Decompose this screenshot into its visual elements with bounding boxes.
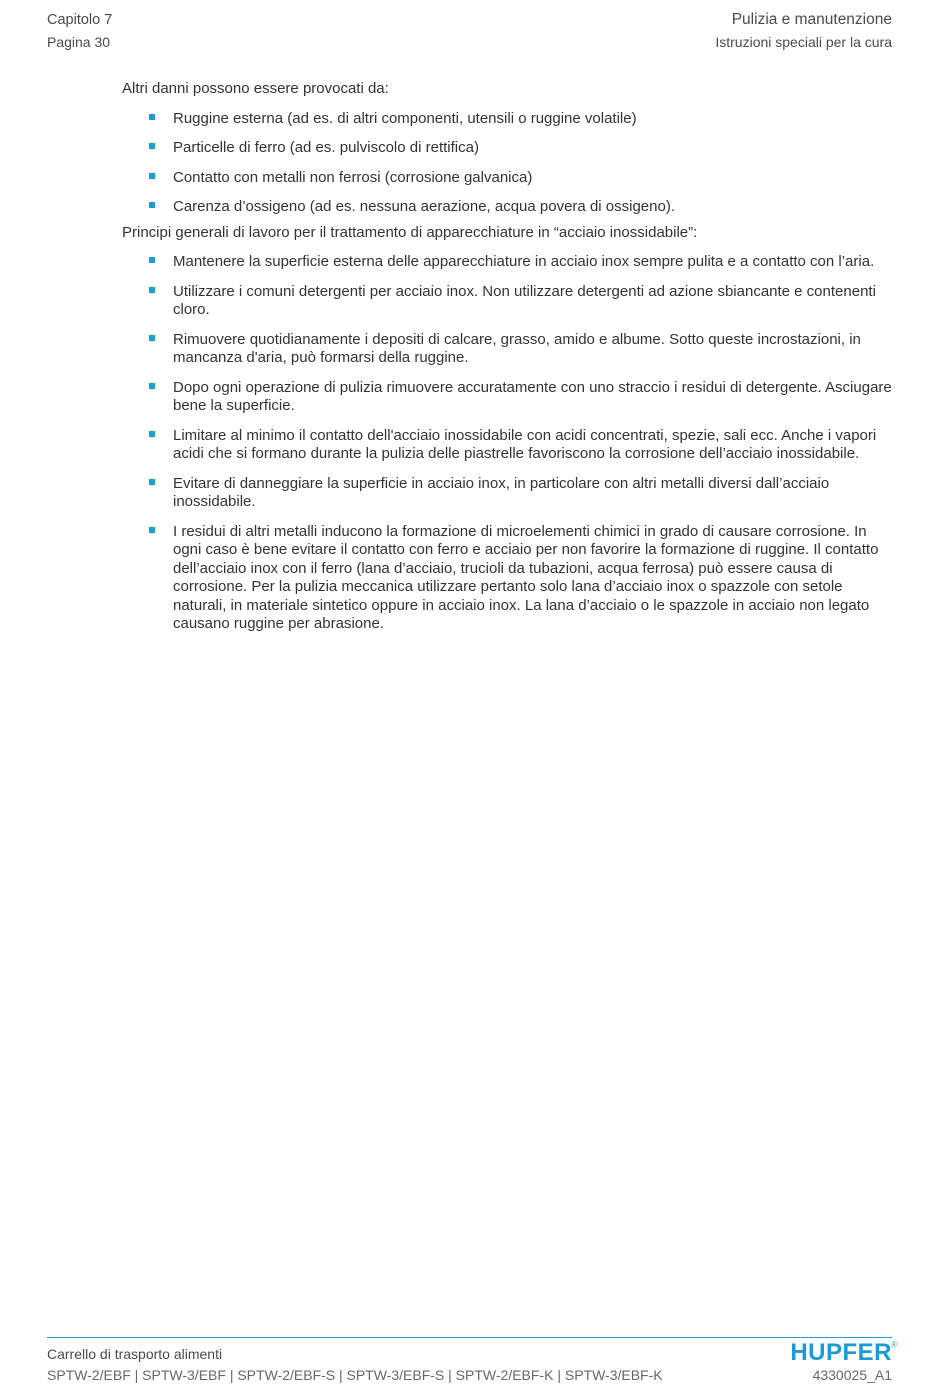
page-footer-left bbox=[47, 1345, 663, 1384]
main-content bbox=[122, 80, 894, 645]
square-bullet-icon bbox=[149, 431, 155, 437]
hupfer-logo: HUPFER bbox=[790, 1339, 892, 1366]
list-item: Utilizzare i comuni detergenti per acciaio inox. Non utilizzare detergenti ad azione sbiancante e contenenti cloro. bbox=[122, 283, 894, 320]
section-title: Pulizia e manutenzione bbox=[731, 11, 892, 28]
intro-paragraph-damages: Altri danni possono essere provocati da: bbox=[122, 80, 389, 97]
list-item: Evitare di danneggiare la superficie in acciaio inox, in particolare con altri metalli diversi dall’acciaio inossidabile. bbox=[122, 475, 894, 512]
square-bullet-icon bbox=[149, 257, 155, 263]
square-bullet-icon bbox=[149, 479, 155, 485]
chapter-label: Capitolo 7 bbox=[47, 12, 113, 28]
list-item: Ruggine esterna (ad es. di altri componenti, utensili o ruggine volatile) bbox=[122, 110, 894, 129]
registered-mark: ® bbox=[891, 1340, 897, 1349]
list-item: Contatto con metalli non ferrosi (corrosione galvanica) bbox=[122, 169, 894, 188]
square-bullet-icon bbox=[149, 527, 155, 533]
principles-list bbox=[122, 253, 894, 634]
square-bullet-icon bbox=[149, 202, 155, 208]
list-item: Particelle di ferro (ad es. pulviscolo di rettifica) bbox=[122, 139, 894, 158]
square-bullet-icon bbox=[149, 335, 155, 341]
page-number: Pagina 30 bbox=[47, 34, 111, 50]
intro-paragraph-principles: Principi generali di lavoro per il trattamento di apparecchiature in “acciaio inossidabile”: bbox=[122, 223, 698, 241]
damage-causes-list bbox=[122, 110, 894, 217]
square-bullet-icon bbox=[149, 383, 155, 389]
list-item: Carenza d’ossigeno (ad es. nessuna aerazione, acqua povera di ossigeno). bbox=[122, 198, 894, 217]
model-list: SPTW-2/EBF | SPTW-3/EBF | SPTW-2/EBF-S | SPTW-3/EBF-S | SPTW-2/EBF-K | SPTW-3/EBF-K bbox=[47, 1367, 663, 1383]
footer-divider bbox=[47, 1337, 892, 1338]
list-item: I residui di altri metalli inducono la formazione di microelementi chimici in grado di causare corrosione. In ogni caso è bene evitare il contatto con ferro e acciaio per non favorire la formazione di ruggine. Il contatto dell’acciaio inox con il ferro (lana d’acciaio, trucioli da tubazioni, acqua ferrosa) può essere causa di corrosione. Per la pulizia meccanica utilizzare pertanto solo lana d’acciaio inox o spazzole con setole naturali, in materiale sintetico oppure in acciaio inox. La lana d’acciaio o le spazzole in acciaio non legato causano ruggine per abrasione. bbox=[122, 523, 894, 634]
square-bullet-icon bbox=[149, 143, 155, 149]
list-item: Dopo ogni operazione di pulizia rimuovere accuratamente con uno straccio i residui di detergente. Asciugare bene la superficie. bbox=[122, 379, 894, 416]
product-name: Carrello di trasporto alimenti bbox=[47, 1346, 223, 1362]
page-header-right bbox=[715, 11, 892, 51]
list-item: Mantenere la superficie esterna delle apparecchiature in acciaio inox sempre pulita e a contatto con l’aria. bbox=[122, 253, 894, 272]
document-number: 4330025_A1 bbox=[812, 1367, 892, 1383]
square-bullet-icon bbox=[149, 114, 155, 120]
list-item: Limitare al minimo il contatto dell'acciaio inossidabile con acidi concentrati, spezie, sali ecc. Anche i vapori acidi che si formano durante la pulizia delle piastrelle favoriscono la corrosione dell’acciaio inossidabile. bbox=[122, 427, 894, 464]
page-header-left bbox=[47, 11, 112, 51]
square-bullet-icon bbox=[149, 173, 155, 179]
list-item: Rimuovere quotidianamente i depositi di calcare, grasso, amido e albume. Sotto queste incrostazioni, in mancanza d'aria, può formarsi della ruggine. bbox=[122, 331, 894, 368]
subsection-title: Istruzioni speciali per la cura bbox=[715, 34, 892, 50]
square-bullet-icon bbox=[149, 287, 155, 293]
